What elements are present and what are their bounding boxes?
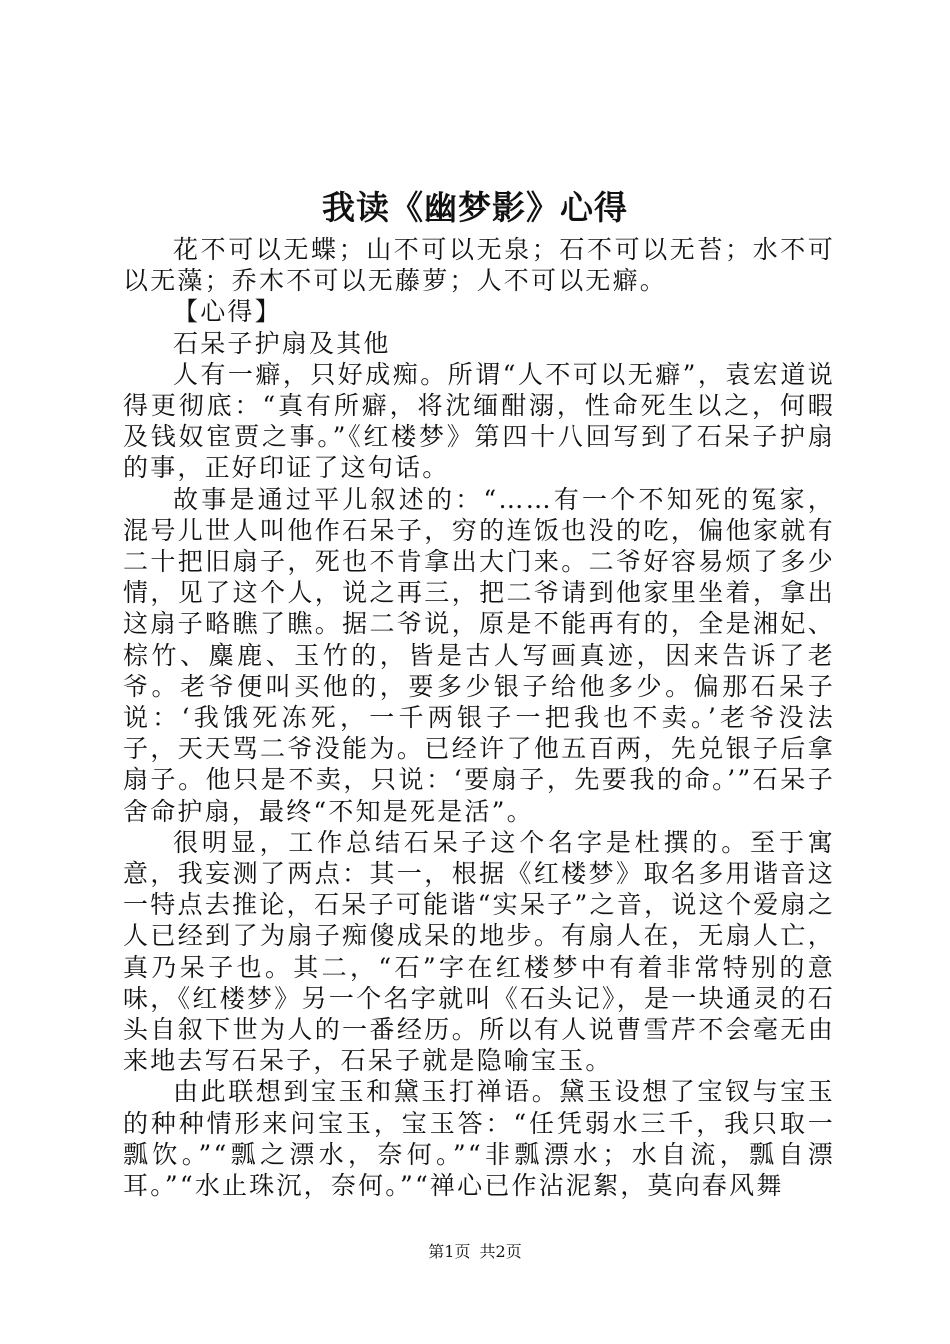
paragraph-section-label: 【心得】: [173, 297, 282, 327]
paragraph-quote: 花不可以无蝶；山不可以无泉；石不可以无苔；水不可以无藻；乔木不可以无藤萝；人不可以无癖。: [123, 235, 835, 296]
paragraph-body: 由此联想到宝玉和黛玉打禅语。黛玉设想了宝钗与宝玉的种种情形来问宝玉，宝玉答：“任凭弱水三千，我只取一瓢饮。”“瓢之漂水，奈何。”“非瓢漂水；水自流，瓢自漂耳。”“水止珠沉，奈何。”“禅心已作沾泥絮，莫向春风舞: [123, 1077, 835, 1201]
document-title: 我读《幽梦影》心得: [322, 188, 628, 227]
document-body: [123, 234, 835, 1201]
page-footer: [0, 1242, 950, 1262]
paragraph-body: 很明显，工作总结石呆子这个名字是杜撰的。至于寓意，我妄测了两点：其一，根据《红楼梦》取名多用谐音这一特点去推论，石呆子可能谐“实呆子”之音，说这个爱扇之人已经到了为扇子痴傻成呆的地步。有扇人在，无扇人亡，真乃呆子也。其二，“石”字在红楼梦中有着非常特别的意味，《红楼梦》另一个名字就叫《石头记》，是一块通灵的石头自叙下世为人的一番经历。所以有人说曹雪芹不会毫无由来地去写石呆子，石呆子就是隐喻宝玉。: [123, 827, 835, 1076]
paragraph-body: 人有一癖，只好成痴。所谓“人不可以无癖”，袁宏道说得更彻底：“真有所癖，将沈缅酣溺，性命死生以之，何暇及钱奴宦贾之事。”《红楼梦》第四十八回写到了石呆子护扇的事，正好印证了这句话。: [123, 359, 835, 483]
page-number: 第1页: [428, 1242, 471, 1261]
paragraph-body: 故事是通过平儿叙述的：“……有一个不知死的冤家，混号儿世人叫他作石呆子，穷的连饭也没的吃，偏他家就有二十把旧扇子，死也不肯拿出大门来。二爷好容易烦了多少情，见了这个人，说之再三，把二爷请到他家里坐着，拿出这扇子略瞧了瞧。据二爷说，原是不能再有的，全是湘妃、棕竹、麋鹿、玉竹的，皆是古人写画真迹，因来告诉了老爷。老爷便叫买他的，要多少银子给他多少。偏那石呆子说：‘我饿死冻死，一千两银子一把我也不卖。’老爷没法子，天天骂二爷没能为。已经许了他五百两，先兑银子后拿扇子。他只是不卖，只说：‘要扇子，先要我的命。’”石呆子舍命护扇，最终“不知是死是活”。: [123, 484, 835, 826]
paragraph-subtitle: 石呆子护扇及其他: [173, 328, 391, 358]
page-total: 共2页: [479, 1242, 522, 1261]
